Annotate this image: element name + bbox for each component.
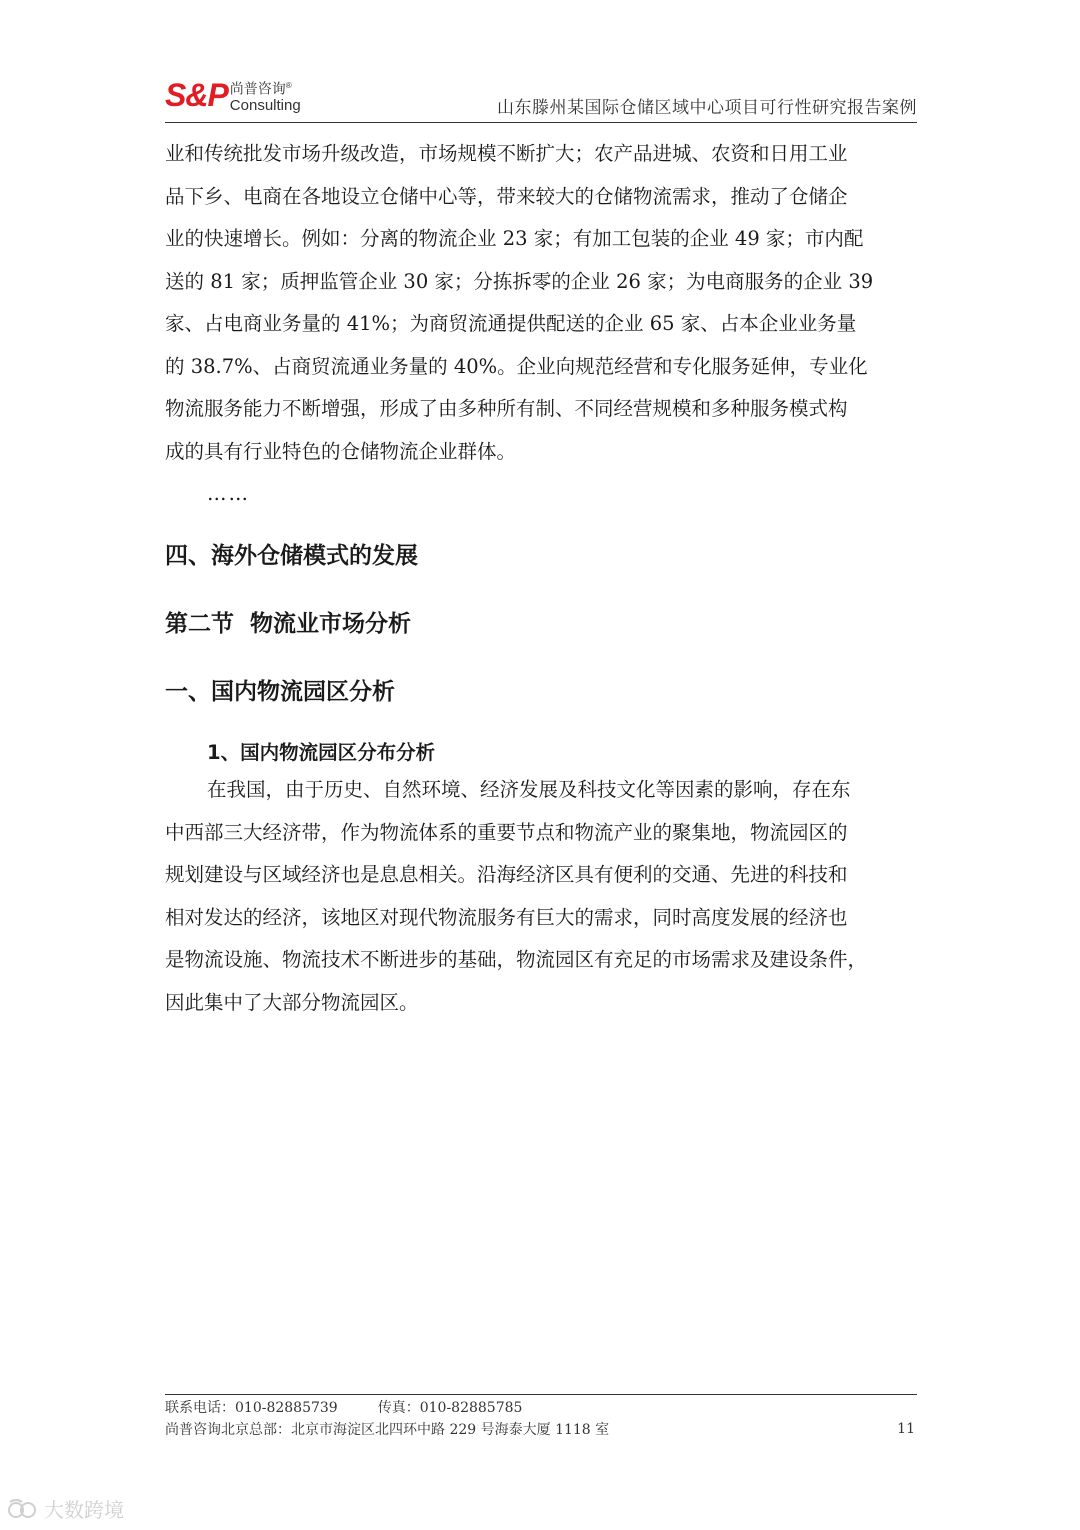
text-line: 在我国，由于历史、自然环境、经济发展及科技文化等因素的影响，存在东 — [207, 778, 851, 801]
text-line: 因此集中了大部分物流园区。 — [165, 990, 419, 1014]
logo-english-name: Consulting — [229, 96, 301, 114]
watermark-logo-icon — [6, 1498, 40, 1520]
footer-phone: 联系电话：010-82885739 — [165, 1400, 338, 1416]
heading-domestic-parks: 一、国内物流园区分析 — [165, 679, 395, 705]
page-number: 11 — [897, 1421, 915, 1437]
text-line: 规划建设与区域经济也是息息相关。沿海经济区具有便利的交通、先进的科技和 — [165, 863, 848, 886]
text-line: 是物流设施、物流技术不断进步的基础，物流园区有充足的市场需求及建设条件， — [165, 948, 868, 971]
paragraph-distribution — [165, 769, 917, 1024]
text-line: 相对发达的经济，该地区对现代物流服务有巨大的需求，同时高度发展的经济也 — [165, 905, 848, 929]
logo-mark: S&P — [165, 77, 228, 113]
logo-text — [230, 78, 301, 114]
text-line: 物流服务能力不断增强，形成了由多种所有制、不同经营规模和多种服务模式构 — [165, 397, 848, 420]
page-footer — [165, 1394, 917, 1441]
text-line: 业和传统批发市场升级改造，市场规模不断扩大；农产品进城、农资和日用工业 — [165, 142, 848, 165]
section-heading: 第二节 物流业市场分析 — [165, 611, 412, 637]
text-line: 业的快速增长。例如：分离的物流企业 23 家；有加工包装的企业 49 家；市内配 — [165, 227, 864, 250]
registered-mark: ® — [285, 81, 292, 90]
footer-fax: 传真：010-82885785 — [377, 1400, 523, 1416]
footer-address: 尚普咨询北京总部：北京市海淀区北四环中路 229 号海泰大厦 1118 室 — [165, 1422, 610, 1438]
text-line: 的 38.7%、占商贸流通业务量的 40%。企业向规范经营和专化服务延伸，专业化 — [165, 354, 868, 378]
text-line: 品下乡、电商在各地设立仓储中心等，带来较大的仓储物流需求，推动了仓储企 — [165, 184, 848, 208]
text-line: 家、占电商业务量的 41%；为商贸流通提供配送的企业 65 家、占本企业业务量 — [165, 312, 857, 335]
text-line: 送的 81 家；质押监管企业 30 家；分拣拆零的企业 26 家；为电商服务的企业 39 — [165, 269, 874, 293]
footer-contact — [165, 1397, 917, 1419]
text-line: 成的具有行业特色的仓储物流企业群体。 — [165, 439, 517, 463]
heading-overseas-warehousing: 四、海外仓储模式的发展 — [165, 543, 418, 569]
document-title: 山东滕州某国际仓储区域中心项目可行性研究报告案例 — [497, 98, 917, 118]
ellipsis: …… — [207, 482, 250, 505]
text-line: 中西部三大经济带，作为物流体系的重要节点和物流产业的聚集地，物流园区的 — [165, 820, 848, 844]
logo-chinese-name: 尚普咨询® — [229, 80, 292, 97]
subheading-distribution: 1、国内物流园区分布分析 — [207, 741, 436, 764]
company-logo — [165, 78, 301, 118]
paragraph-warehousing — [165, 133, 917, 473]
page-header — [165, 72, 917, 123]
watermark — [6, 1494, 124, 1523]
watermark-text: 大数跨境 — [44, 1498, 124, 1522]
